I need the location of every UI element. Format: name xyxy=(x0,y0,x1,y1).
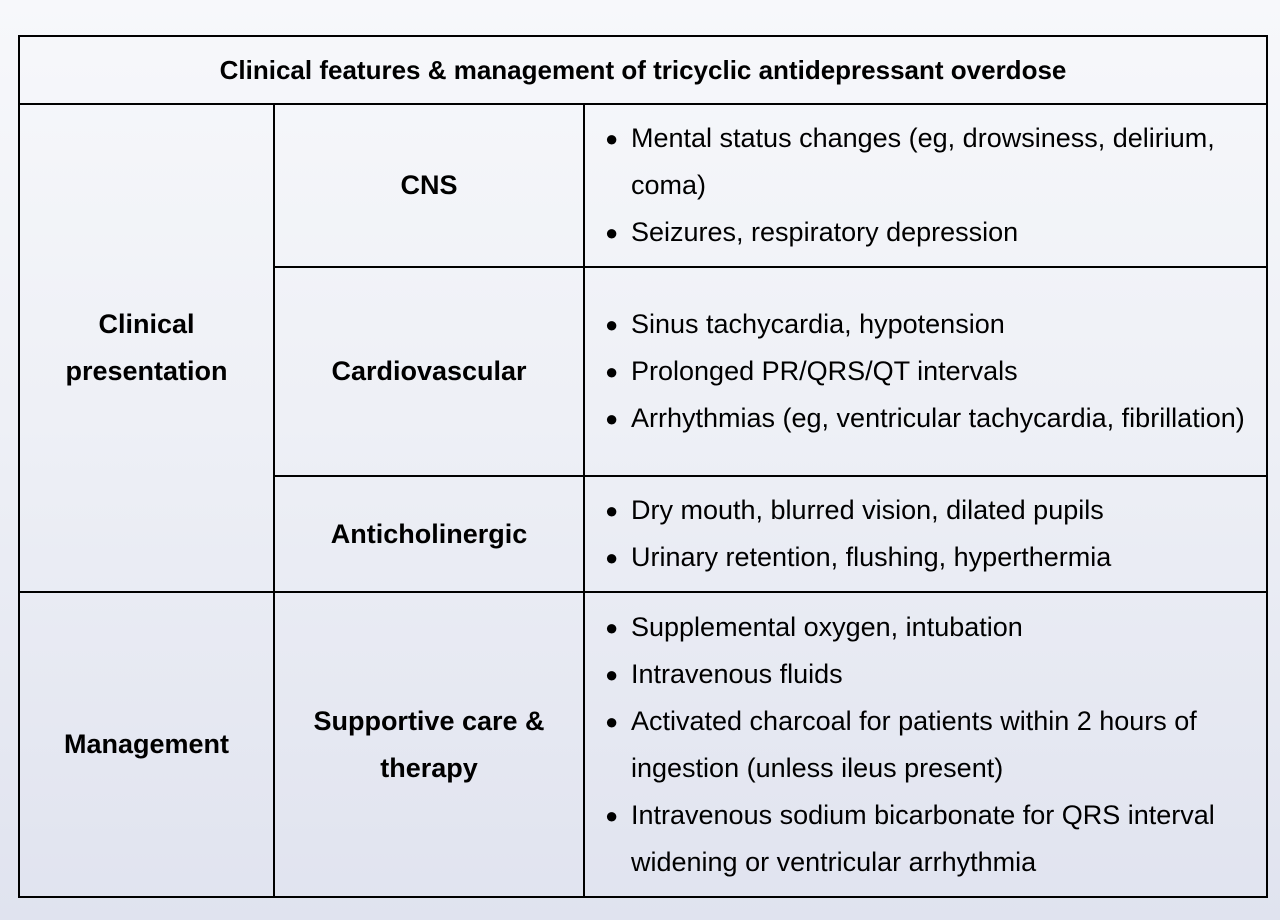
findings-cns xyxy=(584,104,1267,267)
findings-management xyxy=(584,592,1267,897)
bullet-icon: ● xyxy=(605,498,619,523)
subcategory-cardiovascular: Cardiovascular xyxy=(274,267,584,476)
list-item xyxy=(605,395,1266,442)
table-row-cns xyxy=(19,104,1267,267)
list-item-text: Mental status changes (eg, drowsiness, delirium, coma) xyxy=(631,123,1215,200)
list-item-text: Intravenous sodium bicarbonate for QRS interval widening or ventricular arrhythmia xyxy=(631,799,1215,877)
findings-anticholinergic xyxy=(584,476,1267,592)
list-item-text: Dry mouth, blurred vision, dilated pupils xyxy=(631,495,1104,525)
list-item-text: Supplemental oxygen, intubation xyxy=(631,611,1023,642)
bullet-icon: ● xyxy=(605,312,619,337)
list-item xyxy=(605,487,1266,534)
table-row-management xyxy=(19,592,1267,897)
findings-cardiovascular xyxy=(584,267,1267,476)
list-item xyxy=(605,651,1266,698)
title-row xyxy=(19,36,1267,104)
subcategory-supportive-care: Supportive care & therapy xyxy=(274,592,584,897)
bullet-icon: ● xyxy=(605,802,619,828)
subcategory-anticholinergic: Anticholinergic xyxy=(274,476,584,592)
list-item xyxy=(605,698,1266,792)
list-item-text: Sinus tachycardia, hypotension xyxy=(631,309,1005,339)
bullet-icon: ● xyxy=(605,614,619,640)
list-item-text: Intravenous fluids xyxy=(631,658,843,689)
findings-list xyxy=(585,487,1266,581)
bullet-icon: ● xyxy=(605,708,619,734)
list-item-text: Arrhythmias (eg, ventricular tachycardia, fibrillation) xyxy=(631,403,1245,433)
list-item-text: Seizures, respiratory depression xyxy=(631,217,1019,247)
bullet-icon: ● xyxy=(605,661,619,687)
list-item xyxy=(605,792,1266,886)
list-item xyxy=(605,301,1266,348)
subcategory-cns: CNS xyxy=(274,104,584,267)
list-item xyxy=(605,604,1266,651)
bullet-icon: ● xyxy=(605,126,619,151)
tca-overdose-table xyxy=(18,35,1268,898)
category-clinical-presentation: Clinical presentation xyxy=(19,104,274,592)
list-item-text: Activated charcoal for patients within 2 hours of ingestion (unless ileus present) xyxy=(631,705,1197,783)
bullet-icon: ● xyxy=(605,220,619,245)
findings-list xyxy=(585,604,1266,886)
bullet-icon: ● xyxy=(605,359,619,384)
list-item xyxy=(605,534,1266,581)
category-management: Management xyxy=(19,592,274,897)
findings-list xyxy=(585,115,1266,256)
list-item xyxy=(605,348,1266,395)
list-item xyxy=(605,115,1266,209)
list-item-text: Prolonged PR/QRS/QT intervals xyxy=(631,356,1018,386)
findings-list xyxy=(585,301,1266,442)
bullet-icon: ● xyxy=(605,545,619,570)
table-title: Clinical features & management of tricyclic antidepressant overdose xyxy=(19,36,1267,104)
list-item xyxy=(605,209,1266,256)
bullet-icon: ● xyxy=(605,406,619,431)
list-item-text: Urinary retention, flushing, hyperthermia xyxy=(631,542,1112,572)
